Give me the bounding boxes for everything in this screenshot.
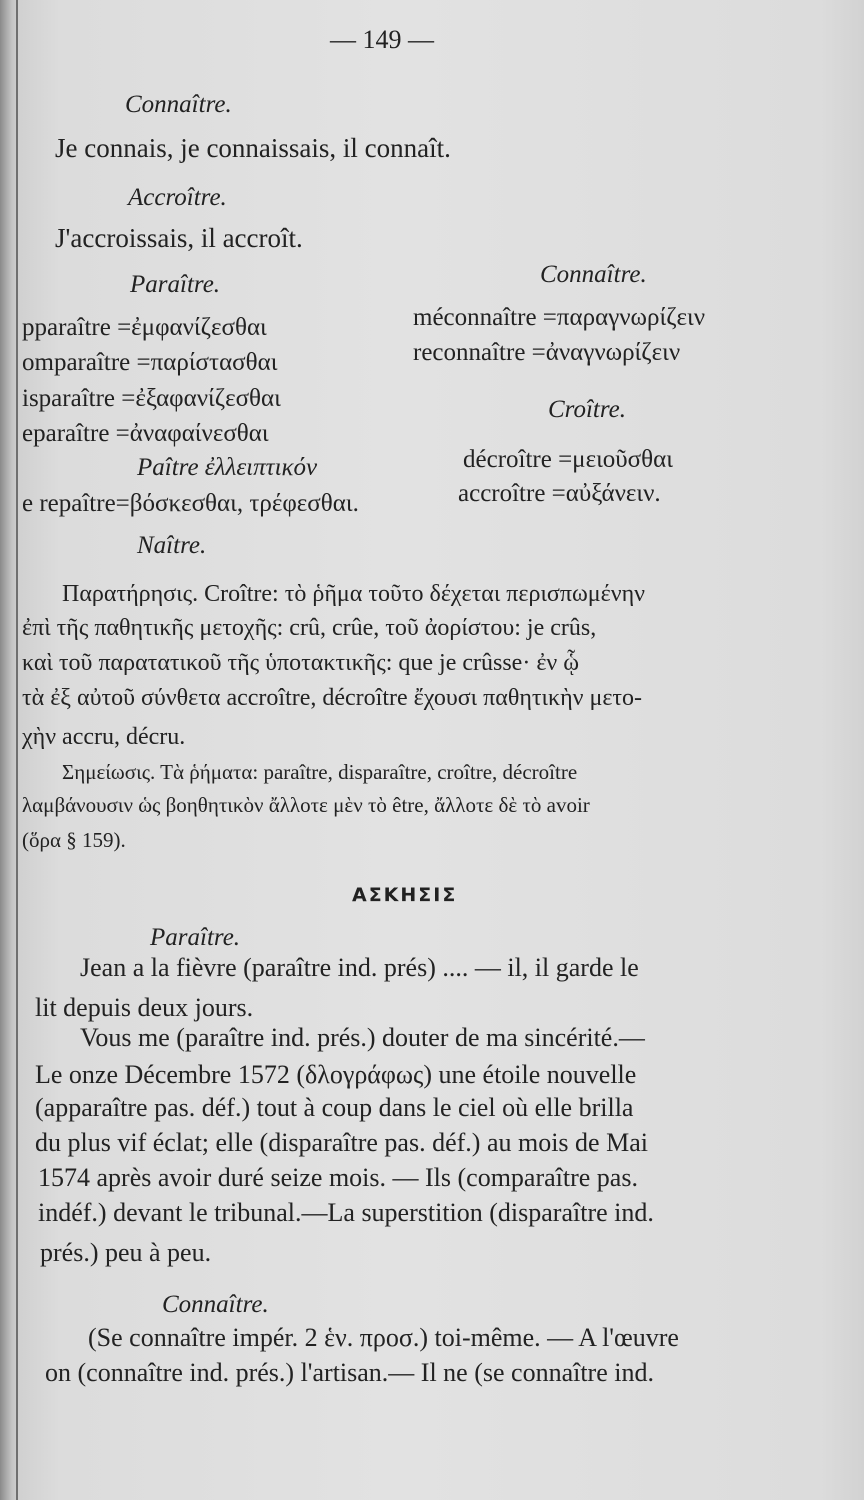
text-line: Je connais, je connaissais, il connaît.	[55, 133, 451, 163]
heading-paraitre: Paraître.	[130, 271, 221, 298]
exercise-line: lit depuis deux jours.	[35, 993, 254, 1022]
page-edge-line	[16, 0, 18, 1500]
section-title-askisis: ΑΣΚΗΣΙΣ	[352, 884, 458, 906]
exercise-line: Le onze Décembre 1572 (δλογράφως) une étoile nouvelle	[35, 1060, 637, 1089]
remark-line: τὰ ἐξ αὐτοῦ σύνθετα accroître, décroître ἔχουσι παθητικὴν μετο-	[22, 685, 643, 711]
vocab-line: pparaître =ἐμφανίζεσθαι	[22, 314, 267, 341]
heading-connaitre-col: Connaître.	[540, 261, 647, 288]
note-line: λαμβάνουσιν ὡς βοηθητικὸν ἄλλοτε μὲν τὸ être, ἄλλοτε δὲ τὸ avoir	[22, 793, 590, 817]
heading-connaitre: Connaître.	[125, 91, 232, 118]
remark-line: ἐπὶ τῆς παθητικῆς μετοχῆς: crû, crûe, τοῦ ἀορίστου: je crûs,	[22, 615, 597, 641]
exercise-line: (Se connaître impér. 2 ἑν. προσ.) toi-même. — A l'œuvre	[88, 1323, 679, 1352]
exercise-line: indéf.) devant le tribunal.—La superstition (disparaître ind.	[38, 1198, 654, 1227]
vocab-line: eparaître =ἀναφαίνεσθαι	[22, 420, 269, 447]
note-line: (ὅρα § 159).	[22, 828, 126, 852]
exercise-line: prés.) peu à peu.	[40, 1238, 212, 1267]
vocab-line: isparaître =ἐξαφανίζεσθαι	[22, 385, 281, 412]
vocab-line: omparaître =παρίστασθαι	[22, 349, 278, 376]
heading-croitre: Croître.	[548, 396, 627, 423]
vocab-line: e repaître=βόσκεσθαι, τρέφεσθαι.	[22, 490, 359, 517]
exercise-line: Vous me (paraître ind. prés.) douter de ma sincérité.—	[80, 1023, 645, 1052]
exercise-heading-connaitre: Connaître.	[162, 1291, 269, 1318]
vocab-line: décroître =μειοῦσθαι	[463, 446, 673, 473]
vocab-line: méconnaître =παραγνωρίζειν	[413, 304, 706, 331]
exercise-line: du plus vif éclat; elle (disparaître pas. déf.) au mois de Mai	[35, 1128, 648, 1157]
exercise-line: (apparaître pas. déf.) tout à coup dans le ciel où elle brilla	[35, 1093, 634, 1122]
exercise-line: Jean a la fièvre (paraître ind. prés) .... — il, il garde le	[80, 953, 639, 982]
heading-naitre: Naître.	[137, 532, 207, 559]
remark-line: καὶ τοῦ παρατατικοῦ τῆς ὑποτακτικῆς: que je crûsse· ἐν ᾧ	[22, 650, 580, 676]
page-number: — 149 —	[330, 25, 434, 54]
heading-accroitre: Accroître.	[128, 184, 227, 211]
heading-paitre: Paître ἐλλειπτικόν	[137, 454, 318, 481]
exercise-line: on (connaître ind. prés.) l'artisan.— Il ne (se connaître ind.	[45, 1358, 654, 1387]
note-line: Σημείωσις. Τὰ ῥήματα: paraître, disparaître, croître, décroître	[62, 760, 578, 784]
exercise-line: 1574 après avoir duré seize mois. — Ils (comparaître pas.	[38, 1163, 638, 1192]
vocab-line: accroître =αὐξάνειν.	[458, 480, 661, 507]
vocab-line: reconnaître =ἀναγνωρίζειν	[413, 339, 681, 366]
remark-line: Παρατήρησις. Croître: τὸ ῥῆμα τοῦτο δέχεται περισπωμένην	[62, 581, 645, 607]
exercise-heading-paraitre: Paraître.	[150, 924, 241, 951]
text-line: J'accroissais, il accroît.	[55, 223, 303, 253]
remark-line: χὴν accru, décru.	[22, 724, 186, 750]
